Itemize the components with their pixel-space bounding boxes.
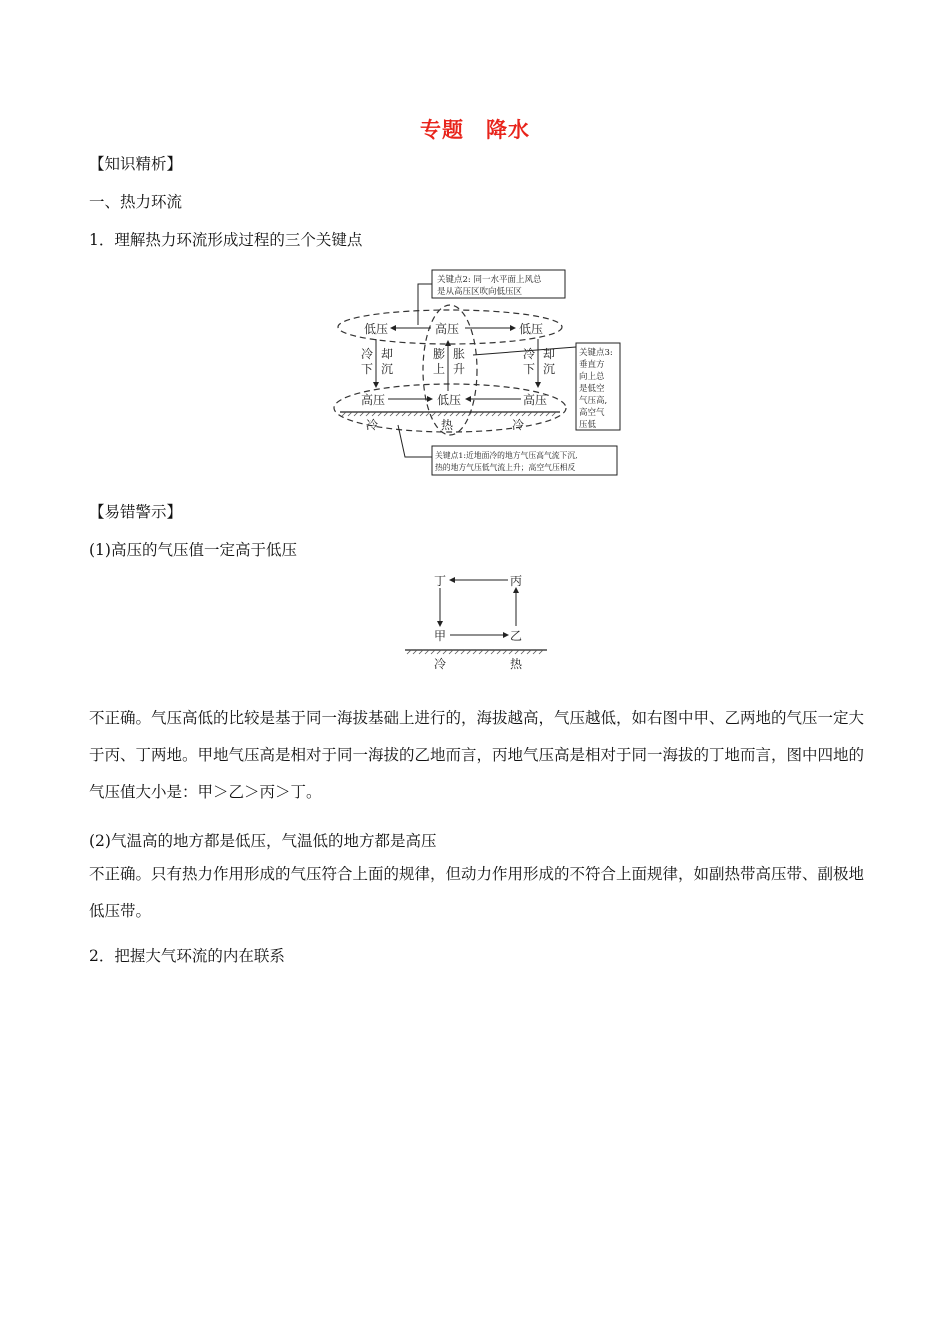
right-col-char1: 冷: [523, 347, 536, 361]
pressure-comparison-diagram: [400, 568, 550, 673]
right-col-char3: 下: [523, 362, 536, 376]
ground-cold-right: 冷: [512, 418, 525, 432]
label-bing: 丙: [510, 574, 523, 588]
key-point-3-line4: 是低空: [579, 384, 605, 394]
heading-thermal-circulation: 一、热力环流: [89, 193, 183, 211]
key-point-3-line3: 向上总: [579, 372, 605, 382]
key-point-2-line1: 关键点2: 同一水平面上风总: [437, 275, 542, 285]
key-point-1-line1: 关键点1:近地面冷的地方气压高气流下沉,: [435, 451, 578, 460]
ground-cold-left: 冷: [366, 418, 379, 432]
top-right-low-label: 低压: [519, 322, 544, 336]
left-col-char1: 冷: [361, 347, 374, 361]
bottom-right-high-label: 高压: [523, 393, 548, 407]
mistake-2-explanation: 不正确。只有热力作用形成的气压符合上面的规律，但动力作用形成的不符合上面规律，如副热带高压带、副极地低压带。: [89, 865, 865, 920]
key-point-1-line2: 热的地方气压低气流上升；高空气压相反: [435, 463, 576, 472]
ground-hot: 热: [441, 418, 454, 432]
mid-col-char2: 胀: [453, 347, 466, 361]
section-mistakes: 【易错警示】: [89, 503, 183, 521]
key-point-3-line2: 垂直方: [579, 360, 605, 370]
key-point-2-line2: 是从高压区吹向低压区: [437, 287, 523, 297]
mid-col-char3: 上: [433, 362, 446, 376]
mistake-1-explanation: 不正确。气压高低的比较是基于同一海拔基础上进行的，海拔越高，气压越低，如右图中甲、乙两地的气压一定大于丙、丁两地。甲地气压高是相对于同一海拔的乙地而言，丙地气压高是相对于同一海拔的丁地而言，图中四地的气压值大小是：甲＞乙＞丙＞丁。: [89, 709, 865, 801]
item-circulation-relation: 2．把握大气环流的内在联系: [89, 947, 285, 965]
left-col-char3: 下: [361, 362, 374, 376]
bottom-mid-low-label: 低压: [437, 393, 462, 407]
thermal-circulation-diagram: [325, 265, 625, 480]
left-col-char4: 沉: [381, 362, 394, 376]
label-ding: 丁: [434, 574, 447, 588]
ground-hot: 热: [510, 657, 523, 671]
key-point-3-line1: 关键点3:: [579, 348, 613, 358]
section-knowledge: 【知识精析】: [89, 155, 183, 173]
bottom-left-high-label: 高压: [361, 393, 386, 407]
label-yi: 乙: [510, 629, 523, 643]
mid-col-char1: 膨: [433, 347, 446, 361]
ground-cold: 冷: [434, 657, 447, 671]
mistake-1-title: (1)高压的气压值一定高于低压: [89, 541, 297, 559]
label-jia: 甲: [434, 629, 447, 643]
top-left-low-label: 低压: [364, 322, 389, 336]
right-col-char2: 却: [543, 347, 556, 361]
mistake-2-title: (2)气温高的地方都是低压，气温低的地方都是高压: [89, 832, 437, 850]
top-mid-high-label: 高压: [435, 322, 460, 336]
key-point-3-line5: 气压高,: [579, 396, 608, 406]
page-title: 专题 降水: [420, 118, 530, 142]
mid-col-char4: 升: [453, 362, 466, 376]
right-col-char4: 沉: [543, 362, 556, 376]
item-key-points: 1．理解热力环流形成过程的三个关键点: [89, 231, 363, 249]
left-col-char2: 却: [381, 347, 394, 361]
key-point-3-line6: 高空气: [579, 408, 605, 418]
key-point-3-line7: 压低: [579, 420, 597, 430]
